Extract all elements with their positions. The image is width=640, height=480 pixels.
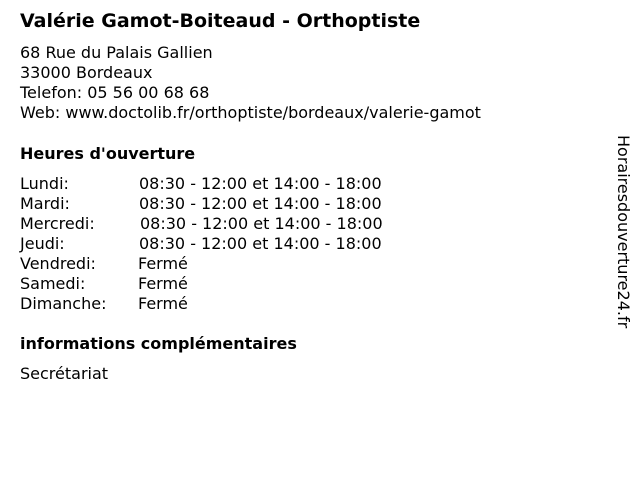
contact-block [20, 43, 481, 123]
time-value: 08:30 - 12:00 et 14:00 - 18:00 [139, 234, 382, 253]
day-label: Mardi: [20, 194, 70, 213]
city-address: 33000 Bordeaux [20, 63, 153, 82]
time-value: 08:30 - 12:00 et 14:00 - 18:00 [140, 214, 383, 233]
day-label: Vendredi: [20, 254, 96, 273]
street-address: 68 Rue du Palais Gallien [20, 43, 213, 62]
day-label: Mercredi: [20, 214, 95, 233]
hours-heading: Heures d'ouverture [20, 144, 196, 163]
info-heading: informations complémentaires [20, 334, 297, 353]
site-watermark: Horairesdouverture24.fr [614, 135, 633, 329]
business-title: Valérie Gamot-Boiteaud - Orthoptiste [20, 10, 421, 32]
time-value: 08:30 - 12:00 et 14:00 - 18:00 [139, 174, 382, 193]
day-label: Dimanche: [20, 294, 107, 313]
day-label: Lundi: [20, 174, 69, 193]
time-value: 08:30 - 12:00 et 14:00 - 18:00 [139, 194, 382, 213]
website-link: Web: www.doctolib.fr/orthoptiste/bordeaux/valerie-gamot [20, 103, 481, 122]
day-label: Samedi: [20, 274, 86, 293]
time-value: Fermé [138, 294, 188, 313]
info-text: Secrétariat [20, 364, 109, 383]
day-label: Jeudi: [20, 234, 65, 253]
time-value: Fermé [138, 274, 188, 293]
phone-number: Telefon: 05 56 00 68 68 [20, 83, 210, 102]
time-value: Fermé [138, 254, 188, 273]
